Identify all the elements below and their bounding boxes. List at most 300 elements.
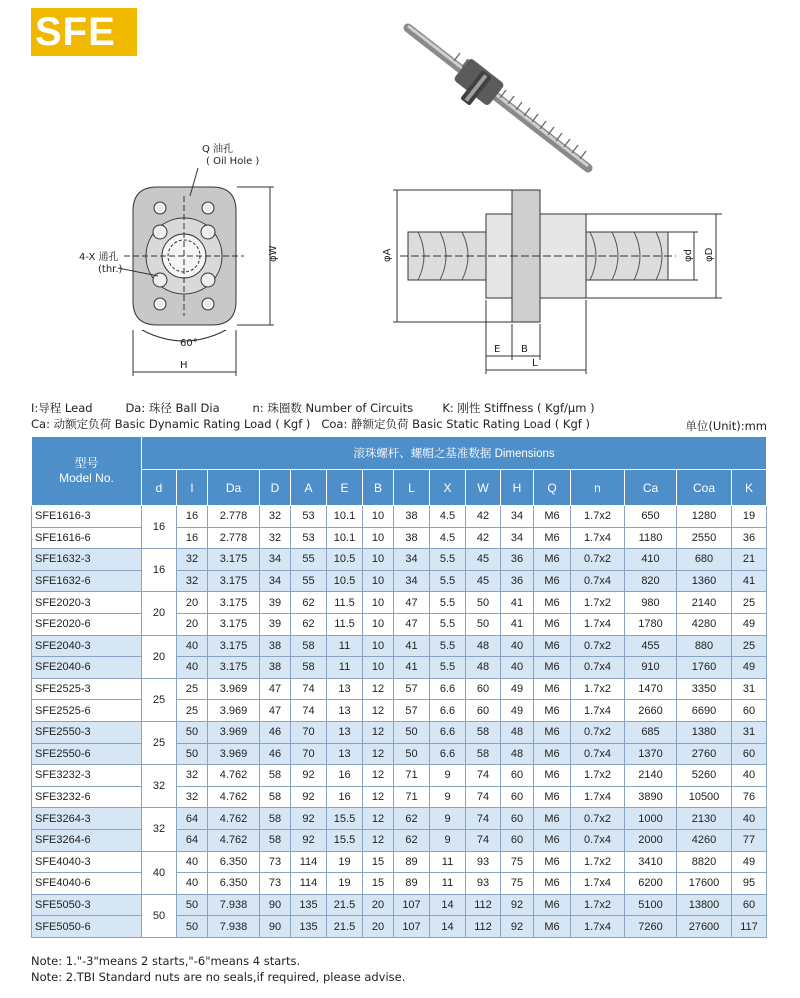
value-cell: 4.5 [430, 506, 466, 528]
screw-dia-cell: 16 [142, 506, 177, 549]
value-cell: 92 [291, 829, 327, 851]
series-badge: SFE [31, 8, 137, 56]
value-cell: 50 [394, 743, 430, 765]
value-cell: 76 [732, 786, 767, 808]
value-cell: 53 [291, 527, 327, 549]
model-cell: SFE2550-6 [32, 743, 142, 765]
model-header-cn: 型号 [74, 456, 99, 470]
value-cell: 73 [260, 851, 291, 873]
value-cell: 1760 [677, 657, 732, 679]
value-cell: 13 [327, 721, 363, 743]
value-cell: 4260 [677, 829, 732, 851]
value-cell: 455 [625, 635, 677, 657]
value-cell: 2.778 [208, 506, 260, 528]
value-cell: 11 [430, 851, 466, 873]
value-cell: 50 [177, 894, 208, 916]
thru-hole-label: 4-X 通孔 [79, 252, 119, 263]
column-header: Coa [677, 470, 732, 506]
value-cell: 31 [732, 721, 767, 743]
value-cell: 32 [260, 506, 291, 528]
model-cell: SFE3264-6 [32, 829, 142, 851]
value-cell: M6 [534, 851, 571, 873]
screw-dia-cell: 25 [142, 721, 177, 764]
dim-d-label: φD [704, 247, 715, 262]
value-cell: 0.7x4 [571, 743, 625, 765]
value-cell: 46 [260, 743, 291, 765]
value-cell: M6 [534, 894, 571, 916]
value-cell: 1.7x2 [571, 678, 625, 700]
model-cell: SFE4040-6 [32, 873, 142, 895]
value-cell: 41 [501, 613, 534, 635]
value-cell: 58 [260, 808, 291, 830]
column-header: L [394, 470, 430, 506]
value-cell: 2550 [677, 527, 732, 549]
value-cell: 8820 [677, 851, 732, 873]
value-cell: 55 [291, 549, 327, 571]
value-cell: 4.762 [208, 829, 260, 851]
value-cell: 880 [677, 635, 732, 657]
value-cell: 7.938 [208, 916, 260, 938]
screw-dia-cell: 40 [142, 851, 177, 894]
value-cell: 36 [501, 570, 534, 592]
value-cell: 16 [327, 786, 363, 808]
value-cell: 92 [291, 808, 327, 830]
value-cell: 39 [260, 592, 291, 614]
value-cell: 12 [363, 678, 394, 700]
value-cell: 5.5 [430, 657, 466, 679]
value-cell: 1.7x2 [571, 506, 625, 528]
value-cell: 4.5 [430, 527, 466, 549]
value-cell: 16 [177, 506, 208, 528]
value-cell: 12 [363, 808, 394, 830]
value-cell: 1.7x4 [571, 700, 625, 722]
value-cell: 41 [501, 592, 534, 614]
value-cell: 62 [394, 808, 430, 830]
value-cell: 4280 [677, 613, 732, 635]
value-cell: 25 [177, 700, 208, 722]
value-cell: 1.7x4 [571, 527, 625, 549]
model-cell: SFE3232-6 [32, 786, 142, 808]
value-cell: 11 [327, 657, 363, 679]
value-cell: 1780 [625, 613, 677, 635]
value-cell: 50 [177, 916, 208, 938]
model-cell: SFE1632-6 [32, 570, 142, 592]
value-cell: 38 [260, 635, 291, 657]
value-cell: 74 [466, 765, 501, 787]
screw-dia-cell: 32 [142, 808, 177, 851]
value-cell: 57 [394, 678, 430, 700]
column-header: X [430, 470, 466, 506]
value-cell: 49 [501, 700, 534, 722]
value-cell: 21 [732, 549, 767, 571]
value-cell: 0.7x2 [571, 808, 625, 830]
value-cell: 107 [394, 894, 430, 916]
value-cell: 49 [732, 657, 767, 679]
value-cell: 5260 [677, 765, 732, 787]
value-cell: 1.7x4 [571, 786, 625, 808]
table-row [32, 894, 767, 916]
value-cell: 55 [291, 570, 327, 592]
dimensions-group-header: 滚珠螺杆、螺帽之基准数据 Dimensions [142, 437, 767, 470]
value-cell: 60 [501, 786, 534, 808]
value-cell: 60 [466, 700, 501, 722]
value-cell: 10 [363, 506, 394, 528]
value-cell: 1360 [677, 570, 732, 592]
value-cell: 10.1 [327, 527, 363, 549]
dim-b-label: B [521, 344, 528, 355]
value-cell: 32 [177, 570, 208, 592]
value-cell: 62 [291, 613, 327, 635]
value-cell: 1.7x2 [571, 765, 625, 787]
oil-hole-label: Q 油孔 [202, 144, 234, 155]
value-cell: 60 [466, 678, 501, 700]
value-cell: 0.7x4 [571, 829, 625, 851]
model-header-en: Model No. [59, 471, 114, 485]
value-cell: 89 [394, 873, 430, 895]
value-cell: 40 [732, 765, 767, 787]
table-row [32, 721, 767, 743]
value-cell: 74 [291, 678, 327, 700]
value-cell: 10 [363, 657, 394, 679]
value-cell: 1000 [625, 808, 677, 830]
value-cell: M6 [534, 527, 571, 549]
value-cell: 71 [394, 786, 430, 808]
value-cell: 3.175 [208, 570, 260, 592]
value-cell: 980 [625, 592, 677, 614]
value-cell: 14 [430, 894, 466, 916]
value-cell: 12 [363, 765, 394, 787]
value-cell: 46 [260, 721, 291, 743]
value-cell: 48 [501, 743, 534, 765]
value-cell: 6.350 [208, 873, 260, 895]
value-cell: 53 [291, 506, 327, 528]
value-cell: 74 [466, 808, 501, 830]
value-cell: 95 [732, 873, 767, 895]
column-header: Ca [625, 470, 677, 506]
value-cell: M6 [534, 549, 571, 571]
value-cell: M6 [534, 613, 571, 635]
thru-hole-label-en: (thr.) [98, 264, 123, 275]
value-cell: 42 [466, 506, 501, 528]
screw-dia-cell: 32 [142, 765, 177, 808]
value-cell: 12 [363, 786, 394, 808]
value-cell: 70 [291, 743, 327, 765]
value-cell: 15 [363, 851, 394, 873]
value-cell: 47 [260, 700, 291, 722]
value-cell: 13 [327, 743, 363, 765]
value-cell: 3.969 [208, 721, 260, 743]
value-cell: 31 [732, 678, 767, 700]
value-cell: 1.7x2 [571, 894, 625, 916]
table-row [32, 808, 767, 830]
value-cell: 15 [363, 873, 394, 895]
model-cell: SFE3232-3 [32, 765, 142, 787]
value-cell: 50 [466, 613, 501, 635]
technical-drawings [0, 0, 800, 390]
value-cell: 38 [394, 506, 430, 528]
value-cell: 70 [291, 721, 327, 743]
value-cell: M6 [534, 786, 571, 808]
value-cell: 62 [394, 829, 430, 851]
dim-a-label: φA [382, 248, 393, 262]
value-cell: 9 [430, 829, 466, 851]
value-cell: 77 [732, 829, 767, 851]
value-cell: 2130 [677, 808, 732, 830]
column-header: d [142, 470, 177, 506]
value-cell: M6 [534, 592, 571, 614]
value-cell: 4.762 [208, 765, 260, 787]
table-row [32, 678, 767, 700]
unit-label: 单位(Unit):mm [685, 419, 767, 433]
value-cell: M6 [534, 721, 571, 743]
column-header: B [363, 470, 394, 506]
value-cell: 1.7x4 [571, 916, 625, 938]
value-cell: 60 [732, 743, 767, 765]
value-cell: 6.6 [430, 678, 466, 700]
value-cell: 1.7x2 [571, 592, 625, 614]
value-cell: 15.5 [327, 808, 363, 830]
value-cell: 5.5 [430, 549, 466, 571]
value-cell: 13 [327, 700, 363, 722]
model-cell: SFE2020-3 [32, 592, 142, 614]
screw-dia-cell: 50 [142, 894, 177, 937]
screw-dia-cell: 20 [142, 635, 177, 678]
column-header: W [466, 470, 501, 506]
value-cell: 75 [501, 873, 534, 895]
value-cell: 49 [732, 851, 767, 873]
value-cell: 50 [177, 721, 208, 743]
column-header-row [32, 470, 767, 506]
value-cell: 19 [327, 873, 363, 895]
value-cell: 13800 [677, 894, 732, 916]
value-cell: 40 [177, 851, 208, 873]
value-cell: 34 [501, 506, 534, 528]
product-photo [408, 26, 588, 168]
model-cell: SFE5050-3 [32, 894, 142, 916]
notes [31, 953, 405, 985]
value-cell: 60 [732, 894, 767, 916]
column-header: K [732, 470, 767, 506]
value-cell: 6.6 [430, 700, 466, 722]
value-cell: 3350 [677, 678, 732, 700]
value-cell: 50 [466, 592, 501, 614]
value-cell: 58 [260, 765, 291, 787]
value-cell: 2140 [677, 592, 732, 614]
value-cell: 3.175 [208, 635, 260, 657]
value-cell: 19 [327, 851, 363, 873]
column-header: Q [534, 470, 571, 506]
value-cell: M6 [534, 678, 571, 700]
value-cell: 57 [394, 700, 430, 722]
value-cell: 92 [501, 894, 534, 916]
value-cell: 5100 [625, 894, 677, 916]
value-cell: 92 [501, 916, 534, 938]
value-cell: 135 [291, 894, 327, 916]
dim-l-label: L [532, 358, 538, 369]
value-cell: 5.5 [430, 592, 466, 614]
value-cell: 45 [466, 549, 501, 571]
model-cell: SFE2550-3 [32, 721, 142, 743]
value-cell: 89 [394, 851, 430, 873]
value-cell: M6 [534, 808, 571, 830]
table-row [32, 506, 767, 528]
value-cell: 6.6 [430, 743, 466, 765]
value-cell: 49 [501, 678, 534, 700]
value-cell: 58 [466, 743, 501, 765]
oil-hole-label-en: ( Oil Hole ) [206, 156, 260, 167]
value-cell: 135 [291, 916, 327, 938]
value-cell: 40 [177, 657, 208, 679]
model-cell: SFE1616-3 [32, 506, 142, 528]
value-cell: 410 [625, 549, 677, 571]
value-cell: 0.7x2 [571, 635, 625, 657]
model-cell: SFE4040-3 [32, 851, 142, 873]
value-cell: 16 [177, 527, 208, 549]
value-cell: 34 [260, 570, 291, 592]
table-body [32, 506, 767, 938]
dim-w-label: φW [268, 245, 279, 262]
value-cell: 117 [732, 916, 767, 938]
value-cell: 71 [394, 765, 430, 787]
value-cell: 4.762 [208, 808, 260, 830]
model-cell: SFE2040-6 [32, 657, 142, 679]
value-cell: 13 [327, 678, 363, 700]
value-cell: 1180 [625, 527, 677, 549]
value-cell: 3.175 [208, 613, 260, 635]
value-cell: 19 [732, 506, 767, 528]
value-cell: 3.175 [208, 549, 260, 571]
value-cell: 41 [394, 657, 430, 679]
column-header: n [571, 470, 625, 506]
value-cell: 10 [363, 570, 394, 592]
value-cell: 74 [466, 786, 501, 808]
value-cell: 17600 [677, 873, 732, 895]
table-row [32, 851, 767, 873]
value-cell: 60 [732, 700, 767, 722]
value-cell: 12 [363, 829, 394, 851]
table-row [32, 765, 767, 787]
value-cell: 47 [260, 678, 291, 700]
value-cell: 6.6 [430, 721, 466, 743]
value-cell: 50 [177, 743, 208, 765]
value-cell: 7.938 [208, 894, 260, 916]
value-cell: 25 [732, 635, 767, 657]
value-cell: 5.5 [430, 635, 466, 657]
table-row [32, 592, 767, 614]
value-cell: 0.7x4 [571, 657, 625, 679]
value-cell: 40 [501, 635, 534, 657]
value-cell: 680 [677, 549, 732, 571]
value-cell: 60 [501, 829, 534, 851]
value-cell: 42 [466, 527, 501, 549]
value-cell: 1370 [625, 743, 677, 765]
value-cell: 90 [260, 894, 291, 916]
value-cell: 6.350 [208, 851, 260, 873]
value-cell: M6 [534, 700, 571, 722]
value-cell: 40 [177, 635, 208, 657]
value-cell: 112 [466, 894, 501, 916]
model-cell: SFE1616-6 [32, 527, 142, 549]
value-cell: 9 [430, 765, 466, 787]
value-cell: 36 [501, 549, 534, 571]
value-cell: 32 [260, 527, 291, 549]
value-cell: 114 [291, 851, 327, 873]
value-cell: 910 [625, 657, 677, 679]
value-cell: 45 [466, 570, 501, 592]
value-cell: 2760 [677, 743, 732, 765]
model-cell: SFE5050-6 [32, 916, 142, 938]
value-cell: 40 [501, 657, 534, 679]
column-header: D [260, 470, 291, 506]
value-cell: M6 [534, 506, 571, 528]
value-cell: 114 [291, 873, 327, 895]
value-cell: 6690 [677, 700, 732, 722]
value-cell: 685 [625, 721, 677, 743]
column-header: Da [208, 470, 260, 506]
model-cell: SFE2040-3 [32, 635, 142, 657]
value-cell: 0.7x2 [571, 549, 625, 571]
note-2: Note: 2.TBI Standard nuts are no seals,if required, please advise. [31, 970, 406, 984]
value-cell: 92 [291, 786, 327, 808]
value-cell: 3.175 [208, 592, 260, 614]
value-cell: 1.7x4 [571, 613, 625, 635]
value-cell: 12 [363, 743, 394, 765]
value-cell: 62 [291, 592, 327, 614]
model-cell: SFE1632-3 [32, 549, 142, 571]
value-cell: 3.175 [208, 657, 260, 679]
value-cell: 92 [291, 765, 327, 787]
value-cell: 7260 [625, 916, 677, 938]
screw-dia-cell: 16 [142, 549, 177, 592]
note-1: Note: 1."-3"means 2 starts,"-6"means 4 starts. [31, 954, 301, 968]
value-cell: 107 [394, 916, 430, 938]
legend-line-2: Ca: 动额定负荷 Basic Dynamic Rating Load ( Kgf ) Coa: 静额定负荷 Basic Static Rating Load ( Kgf ) [31, 417, 590, 431]
value-cell: 21.5 [327, 894, 363, 916]
value-cell: 75 [501, 851, 534, 873]
column-header: A [291, 470, 327, 506]
value-cell: 32 [177, 765, 208, 787]
value-cell: 60 [501, 808, 534, 830]
value-cell: 3410 [625, 851, 677, 873]
model-cell: SFE2020-6 [32, 613, 142, 635]
value-cell: 93 [466, 851, 501, 873]
value-cell: 2140 [625, 765, 677, 787]
value-cell: 32 [177, 549, 208, 571]
angle-label: 60° [180, 338, 198, 349]
value-cell: 21.5 [327, 916, 363, 938]
value-cell: 2660 [625, 700, 677, 722]
value-cell: 20 [177, 613, 208, 635]
column-header: H [501, 470, 534, 506]
legend-line-1: I:导程 Lead Da: 珠径 Ball Dia n: 珠圈数 Number of Circuits K: 刚性 Stiffness ( Kgf/μm ) [31, 401, 595, 415]
value-cell: 41 [732, 570, 767, 592]
value-cell: 25 [177, 678, 208, 700]
value-cell: 10.5 [327, 570, 363, 592]
value-cell: 73 [260, 873, 291, 895]
value-cell: 64 [177, 829, 208, 851]
value-cell: 10 [363, 635, 394, 657]
value-cell: 48 [501, 721, 534, 743]
value-cell: 12 [363, 721, 394, 743]
value-cell: 11.5 [327, 613, 363, 635]
value-cell: 27600 [677, 916, 732, 938]
model-cell: SFE3264-3 [32, 808, 142, 830]
value-cell: 11 [327, 635, 363, 657]
value-cell: 48 [466, 635, 501, 657]
value-cell: 36 [732, 527, 767, 549]
model-header [32, 437, 142, 506]
value-cell: 4.762 [208, 786, 260, 808]
